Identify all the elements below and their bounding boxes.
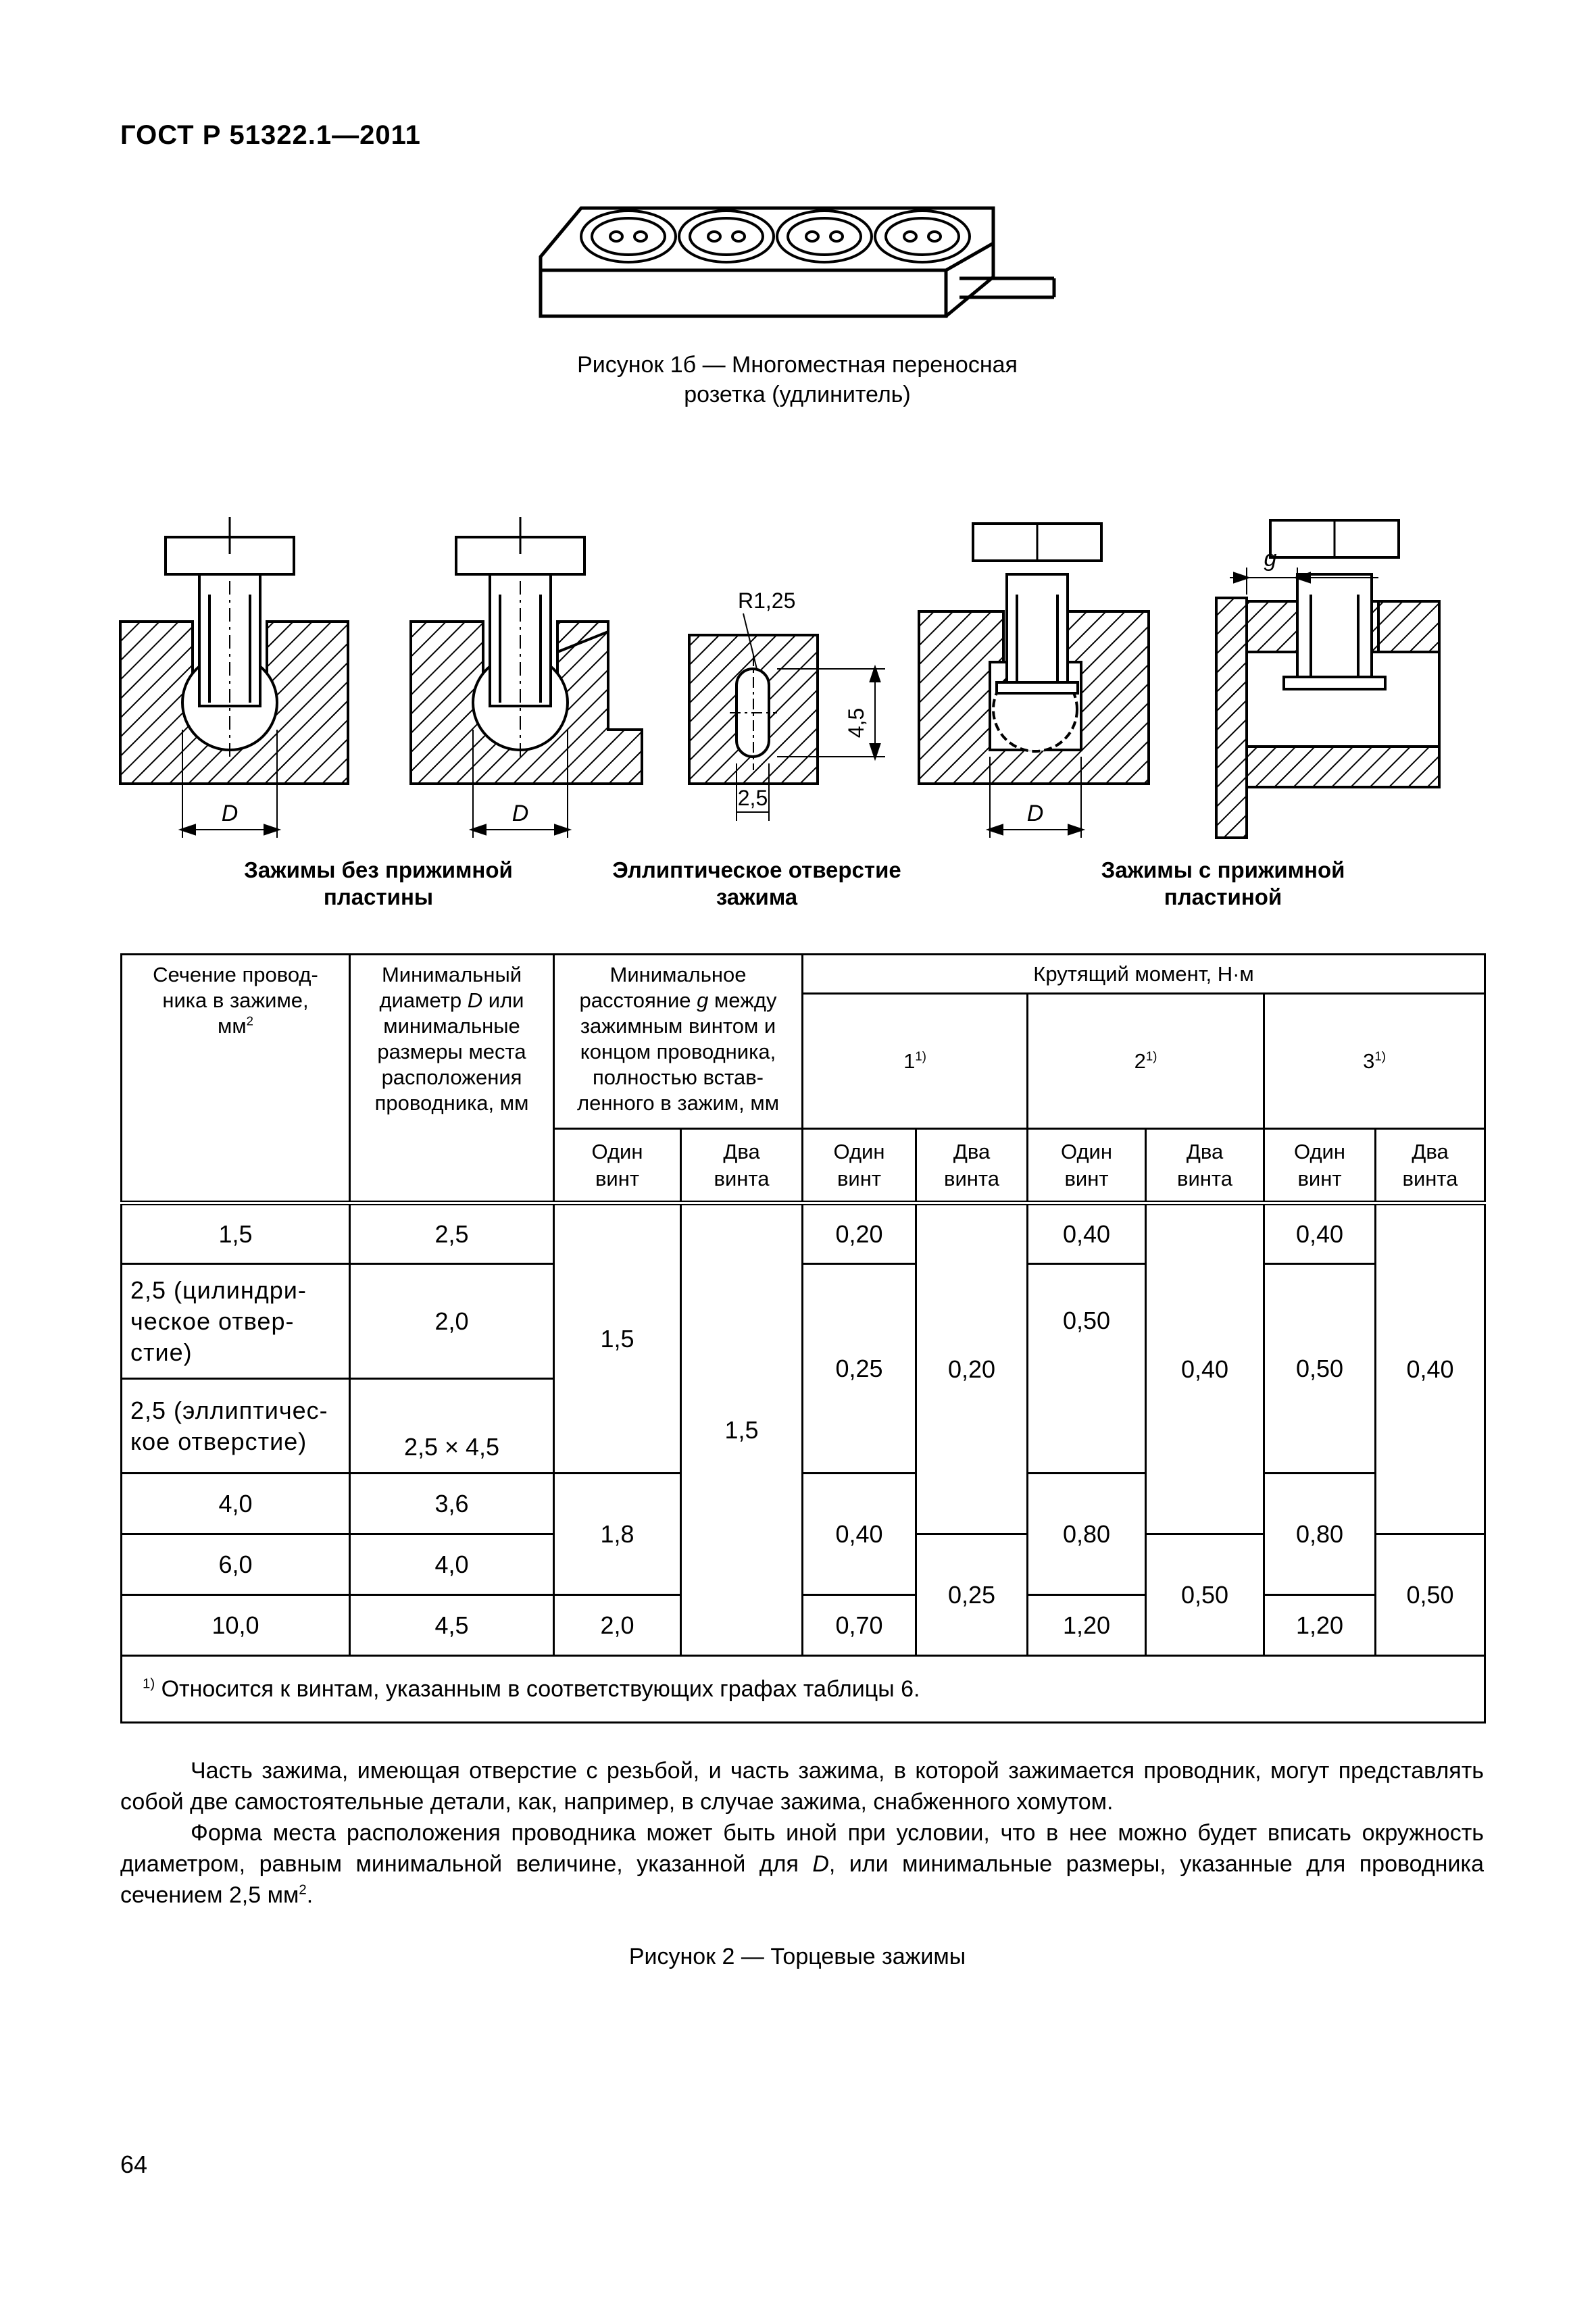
figure-2-caption: Рисунок 2 — Торцевые зажимы	[628, 1944, 966, 1969]
header-two-screws: Два винта	[916, 1129, 1028, 1203]
torque-table	[120, 953, 1486, 1724]
header-diameter: Минимальный диаметр D или минимальные размеры места расположения проводника, мм	[350, 955, 554, 1203]
terminal-no-plate-1	[120, 517, 348, 838]
dim-D-3: D	[1026, 801, 1044, 826]
subcaption-no-plate: Зажимы без прижимной пластины	[244, 857, 513, 909]
header-distance: Минимальное расстояние g между зажимным винтом и концом проводника, полностью встав- ленного в зажим, мм	[554, 955, 803, 1129]
table-row: 10,0 4,5 2,0 0,70 1,20 1,20	[122, 1595, 1485, 1656]
subcaption-with-plate: Зажимы с прижимной пластиной	[1101, 857, 1345, 909]
header-one-screw: Один винт	[1028, 1129, 1146, 1203]
page-number: 64	[120, 2150, 148, 2178]
dim-width: 2,5	[737, 786, 768, 810]
paragraph-2: Форма места расположения проводника может быть иной при условии, что в нее можно будет вписать окружность диаметром, равным минимальной величине, указанной для D, или минимальные размеры, указанные для проводника сечением 2,5 $мм^2$.	[120, 1820, 1484, 1908]
table-row: 2,5 (эллиптичес- кое отверстие) 2,5 × 4,5	[122, 1379, 1485, 1474]
table-row: 1,5 2,5 1,5 1,5 0,20 0,20 0,40 0,40 0,40 0,40	[122, 1203, 1485, 1264]
header-one-screw: Один винт	[554, 1129, 681, 1203]
header-torque-3: 3$^{1)}$	[1264, 994, 1485, 1129]
header-two-screws: Два винта	[1146, 1129, 1264, 1203]
figure-1b-caption: Рисунок 1б — Многоместная переносная розетка (удлинитель)	[577, 352, 1018, 407]
header-torque-2: 2$^{1)}$	[1028, 994, 1264, 1129]
pillar-terminals-drawing	[108, 500, 1487, 865]
header-one-screw: Один винт	[1264, 1129, 1376, 1203]
dim-D-1: D	[221, 801, 239, 826]
header-two-screws: Два винта	[1376, 1129, 1485, 1203]
dim-height: 4,5	[844, 707, 868, 738]
table-row: 2,5 (цилиндри- ческое отвер- стие) 2,0 0,25 0,50 0,50	[122, 1264, 1485, 1379]
terminal-no-plate-2	[411, 517, 642, 838]
header-two-screws: Два винта	[681, 1129, 803, 1203]
dim-D-2: D	[512, 801, 529, 826]
table-footnote: $^{1)}$ Относится к винтам, указанным в соответствующих графах таблицы 6.	[122, 1656, 1485, 1723]
header-torque: Крутящий момент, Н·м	[803, 955, 1485, 994]
body-text	[120, 1755, 1484, 1911]
subcaption-elliptical: Эллиптическое отверстие зажима	[612, 857, 901, 909]
header-section: Сечение провод- ника в зажиме, $мм^2$	[122, 955, 350, 1203]
terminal-with-plate-2	[1216, 520, 1439, 838]
document-header: ГОСТ Р 51322.1—2011	[120, 120, 421, 150]
dim-g: g	[1264, 546, 1277, 572]
terminal-with-plate-1	[919, 524, 1149, 838]
dim-radius: R1,25	[738, 588, 796, 613]
table-row: 6,0 4,0 0,25 0,50 0,50	[122, 1534, 1485, 1595]
header-torque-1: 1$^{1)}$	[803, 994, 1028, 1129]
header-one-screw: Один винт	[803, 1129, 916, 1203]
extension-socket-drawing	[527, 203, 1068, 331]
paragraph-1: Часть зажима, имеющая отверстие с резьбой, и часть зажима, в которой зажимается проводник, могут представлять собой две самостоятельные детали, как, например, в случае зажима, снабженного хомутом.	[120, 1758, 1484, 1815]
table-row: 4,0 3,6 1,8 0,40 0,80 0,80	[122, 1474, 1485, 1534]
table-footnote-row	[122, 1656, 1485, 1723]
